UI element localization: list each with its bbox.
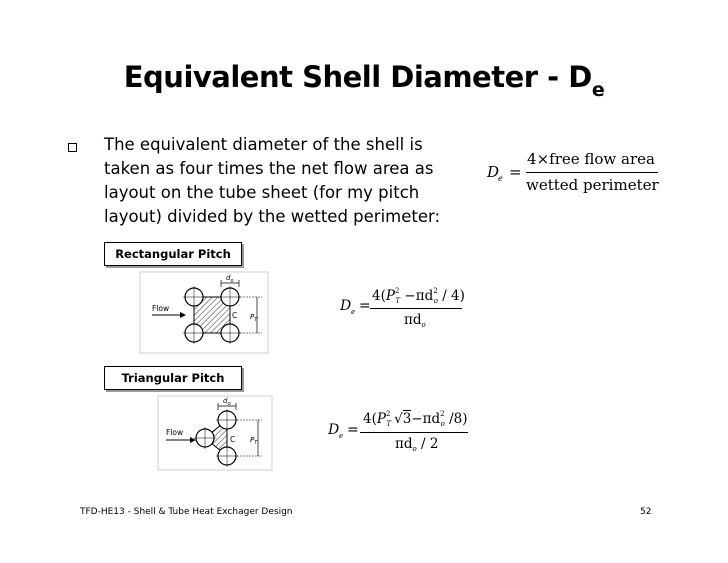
tri-num-c: /8) — [444, 411, 468, 427]
tri-den-a: πd — [395, 436, 413, 452]
tri-formula-lhs: D — [328, 422, 340, 438]
rect-c-label: C — [232, 311, 238, 320]
bullet-text: The equivalent diameter of the shell is taken as four times the net flow area as layout on the tube sheet (for my pitch layout) divided by the wetted perimeter: — [104, 135, 441, 226]
rect-formula-equals: = — [359, 298, 371, 314]
rect-flow-label: Flow — [152, 304, 170, 313]
main-formula-equals: = — [509, 163, 522, 181]
page-number: 52 — [640, 507, 652, 517]
tri-den-sub: o — [412, 445, 417, 453]
tri-c-label: C — [230, 435, 236, 444]
tri-formula-lhs-sub: e — [339, 432, 344, 440]
tri-formula-denominator — [395, 436, 438, 453]
pt-dimension — [237, 420, 262, 456]
tri-pt-label: $P_T$ — [250, 436, 258, 446]
do-dimension — [218, 397, 236, 410]
rect-num-c: / 4) — [437, 288, 465, 304]
tri-num-p-sub: T — [386, 420, 392, 428]
sqrt-icon: √ — [394, 411, 403, 427]
slide-title-subscript: e — [591, 79, 605, 101]
tri-den-b: / 2 — [416, 436, 439, 452]
slide-footer: TFD-HE13 - Shell & Tube Heat Exchager Design — [80, 507, 293, 517]
rect-num-p-sub: T — [395, 297, 401, 305]
tri-num-root: 3 — [402, 411, 412, 427]
rect-num-d-sub: o — [433, 297, 438, 305]
tri-num-p: P — [376, 411, 386, 427]
rect-pt-label: $P_T$ — [250, 313, 258, 323]
rect-num-p: P — [385, 288, 395, 304]
main-formula-lhs-sub: e — [498, 174, 503, 183]
tri-formula-equals: = — [347, 422, 359, 438]
main-formula-lhs: D — [487, 163, 500, 181]
slide-title-main: Equivalent Shell Diameter - D — [123, 60, 592, 94]
tri-num-a: 4( — [363, 411, 377, 427]
rect-do-label: $d_o$ — [226, 274, 234, 284]
rect-num-p-sup: 2 — [394, 287, 400, 295]
rect-den-sub: o — [421, 321, 426, 329]
tri-formula-fraction-bar — [360, 432, 468, 433]
tri-flow-label: Flow — [166, 428, 184, 437]
tri-num-b: −πd — [411, 411, 441, 427]
rectangular-pitch-label: Rectangular Pitch — [104, 242, 242, 266]
main-formula-numerator: 4×free flow area — [527, 150, 655, 168]
rect-formula-lhs: D — [340, 298, 352, 314]
rect-formula-lhs-sub: e — [351, 308, 356, 316]
tri-formula-numerator — [363, 410, 468, 428]
rect-num-a: 4( — [372, 288, 386, 304]
rect-num-d-sup: 2 — [433, 287, 438, 295]
main-formula-denominator: wetted perimeter — [526, 176, 659, 194]
tri-do-label: $d_o$ — [223, 397, 231, 407]
rect-num-b: −πd — [400, 288, 434, 304]
triangular-pitch-label: Triangular Pitch — [104, 366, 242, 390]
flow-arrow-icon — [166, 437, 196, 443]
tri-num-p-sup: 2 — [385, 410, 391, 418]
tri-num-d-sup: 2 — [440, 410, 445, 418]
rect-den-a: πd — [404, 312, 422, 328]
tri-num-d-sub: o — [440, 420, 445, 428]
